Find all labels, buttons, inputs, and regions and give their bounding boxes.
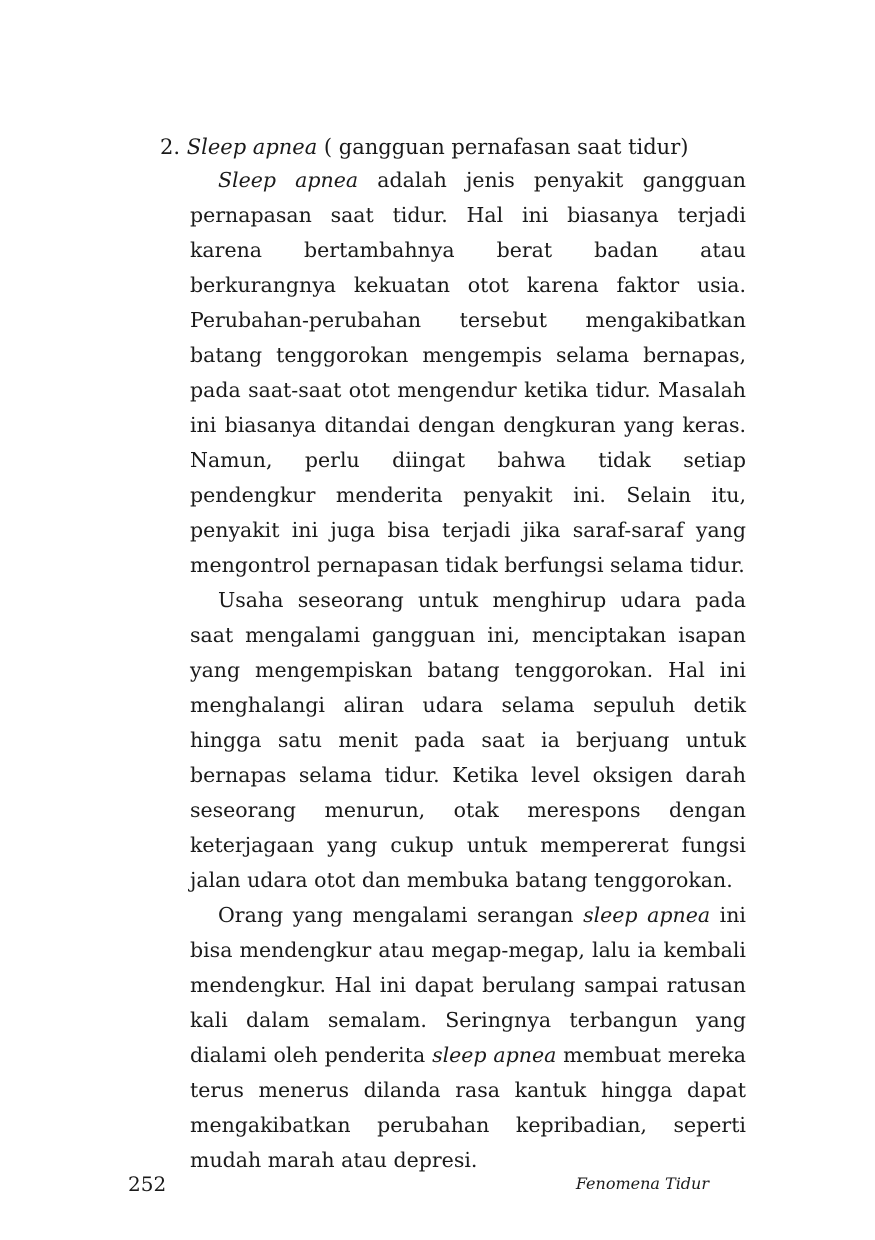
body-text	[190, 163, 746, 1178]
paragraph-3	[190, 898, 746, 1178]
heading-rest: ( gangguan pernafasan saat tidur)	[317, 135, 689, 159]
section-heading	[160, 131, 760, 163]
paragraph-3-text-c: membuat mereka terus menerus dilanda rasa kantuk hingga dapat mengakibatkan perubahan kepribadian, seperti mudah marah atau depresi.	[190, 1043, 746, 1172]
paragraph-1-term: Sleep apnea	[218, 168, 359, 192]
paragraph-2	[190, 583, 746, 898]
heading-number: 2.	[160, 135, 181, 159]
heading-term: Sleep apnea	[186, 135, 318, 159]
paragraph-1-text: adalah jenis penyakit gangguan pernapasan saat tidur. Hal ini biasanya terjadi karena bertambahnya berat badan atau berkurangnya kekuatan otot karena faktor usia. Perubahan-perubahan tersebut mengakibatkan batang tenggorokan mengempis selama bernapas, pada saat-saat otot mengendur ketika tidur. Masalah ini biasanya ditandai dengan dengkuran yang keras. Namun, perlu diingat bahwa tidak setiap pendengkur menderita penyakit ini. Selain itu, penyakit ini juga bisa terjadi jika saraf-saraf yang mengontrol pernapasan tidak berfungsi selama tidur.	[190, 168, 747, 577]
paragraph-3-term-a: sleep apnea	[583, 903, 711, 927]
paragraph-3-term-b: sleep apnea	[432, 1043, 557, 1067]
paragraph-1	[190, 163, 746, 583]
page-number: 252	[128, 1172, 167, 1196]
running-title: Fenomena Tidur	[575, 1174, 709, 1193]
paragraph-2-text: Usaha seseorang untuk menghirup udara pada saat mengalami gangguan ini, menciptakan isapan yang mengempiskan batang tenggorokan. Hal ini menghalangi aliran udara selama sepuluh detik hingga satu menit pada saat ia berjuang untuk bernapas selama tidur. Ketika level oksigen darah seseorang menurun, otak merespons dengan keterjagaan yang cukup untuk mempererat fungsi jalan udara otot dan membuka batang tenggorokan.	[190, 588, 746, 892]
paragraph-3-text-a: Orang yang mengalami serangan	[218, 903, 584, 927]
paragraph-3-text-b: ini bisa mendengkur atau megap-megap, lalu ia kembali mendengkur. Hal ini dapat berulang sampai ratusan kali dalam semalam. Seringnya terbangun yang dialami oleh penderita	[190, 903, 746, 1067]
